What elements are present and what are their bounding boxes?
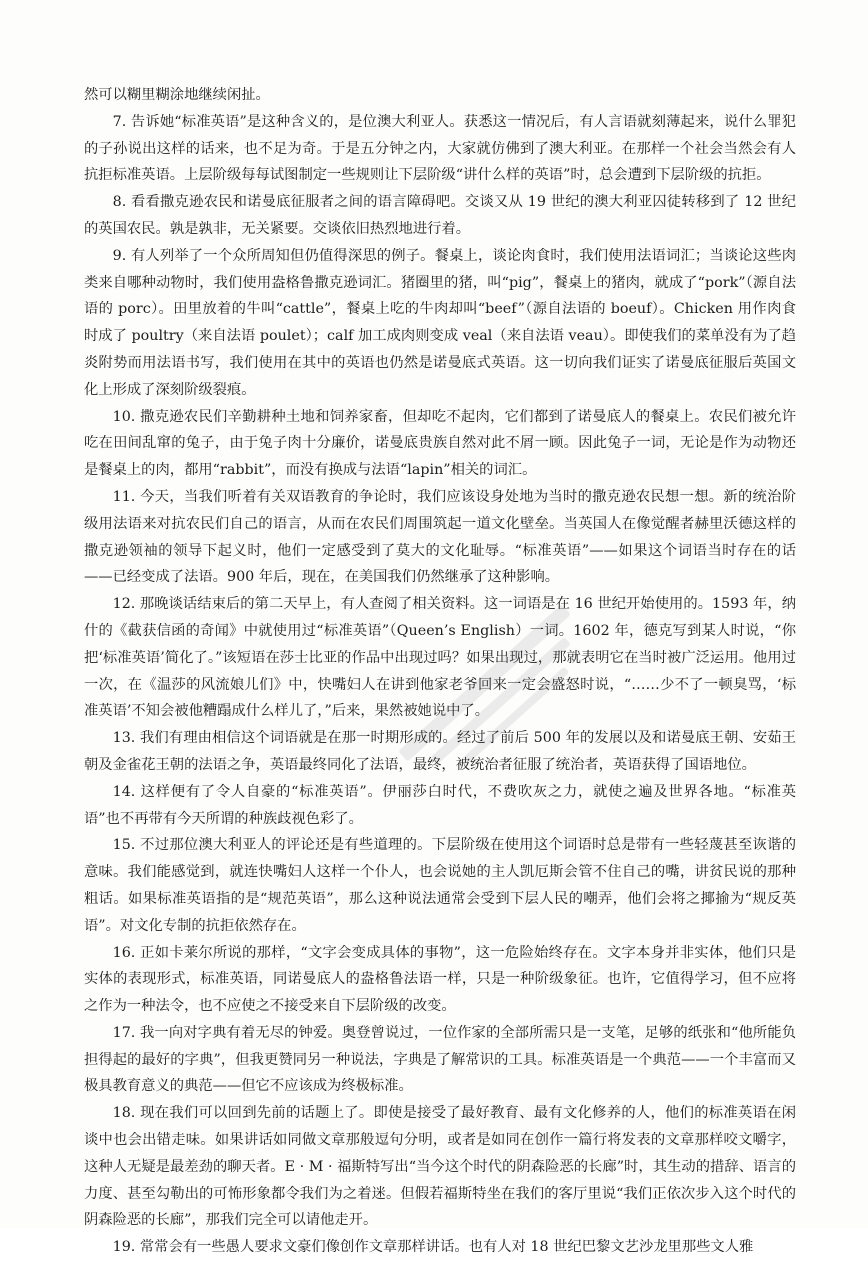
paragraph-17: 17. 我一向对字典有着无尽的钟爱。奥登曾说过，一位作家的全部所需只是一支笔，足够的纸张和“他所能负担得起的最好的字典”，但我更赞同另一种说法，字典是了解常识的工具。标准英语是一个典范——一个丰富而又极具教育意义的典范——但它不应该成为终极标准。 (84, 1024, 796, 1095)
paragraph-10: 10. 撒克逊农民们辛勤耕种土地和饲养家畜，但却吃不起肉，它们都到了诺曼底人的餐桌上。农民们被允许吃在田间乱窜的兔子，由于兔子肉十分廉价，诺曼底贵族自然对此不屑一顾。因此兔子一词，无论是作为动物还是餐桌上的肉，都用“rabbit”，而没有换成与法语“lapin”相关的词汇。 (84, 408, 796, 479)
paragraph-18: 18. 现在我们可以回到先前的话题上了。即使是接受了最好教育、最有文化修养的人，他们的标准英语在闲谈中也会出错走味。如果讲话如同做文章那般逗句分明，或者是如同在创作一篇行将发表的文章那样咬文嚼字，这种人无疑是最差劲的聊天者。E · M · 福斯特写出“当今这个时代的阴森险恶的长廊”时，其生动的措辞、语言的力度、甚至勾勒出的可怖形象都令我们为之着迷。但假若福斯特坐在我们的客厅里说“我们正依次步入这个时代的阴森险恶的长廊”，那我们完全可以请他走开。 (84, 1105, 796, 1229)
paragraph-16: 16. 正如卡莱尔所说的那样，“文字会变成具体的事物”，这一危险始终存在。文字本身并非实体，他们只是实体的表现形式，标准英语，同诺曼底人的盎格鲁法语一样，只是一种阶级象征。也许，它值得学习，但不应将之作为一种法令，也不应使之不接受来自下层阶级的改变。 (84, 944, 796, 1015)
paragraph-15: 15. 不过那位澳大利亚人的评论还是有些道理的。下层阶级在使用这个词语时总是带有一些轻蔑甚至诙谐的意味。我们能感觉到，就连快嘴妇人这样一个仆人，也会说她的主人凯厄斯会管不住自己的嘴，讲贫民说的那种粗话。如果标准英语指的是“规范英语”，那么这种说法通常会受到下层人民的嘲弄，他们会将之揶揄为“规反英语”。对文化专制的抗拒依然存在。 (84, 837, 796, 934)
paragraph-19: 19. 常常会有一些愚人要求文豪们像创作文章那样讲话。也有人对 18 世纪巴黎文艺沙龙里那些文人雅 (112, 1239, 754, 1256)
paragraph-12: 12. 那晚谈话结束后的第二天早上，有人查阅了相关资料。这一词语是在 16 世纪开始使用的。1593 年，纳什的《截获信函的奇闻》中就使用过“标准英语”（Queen’s English）一词。1602 年，德克写到某人时说，“你把‘标准英语’简化了。”该短语在莎士比亚的作品中出现过吗？如果出现过，那就表明它在当时被广泛运用。他用过一次，在《温莎的风流娘儿们》中，快嘴妇人在讲到他家老爷回来一定会盛怒时说，“……少不了一顿臭骂，‘标准英语’不知会被他糟蹋成什么样儿了，”后来，果然被她说中了。 (84, 596, 796, 720)
paragraph-13: 13. 我们有理由相信这个词语就是在那一时期形成的。经过了前后 500 年的发展以及和诺曼底王朝、安茹王朝及金雀花王朝的法语之争，英语最终同化了法语，最终，被统治者征服了统治者，英语获得了国语地位。 (84, 730, 796, 773)
paragraph-continuation: 然可以糊里糊涂地继续闲扯。 (84, 87, 270, 103)
paragraph-7: 7. 告诉她“标准英语”是这种含义的，是位澳大利亚人。获悉这一情况后，有人言语就刻薄起来，说什么罪犯的子孙说出这样的话来，也不足为奇。于是五分钟之内，大家就仿佛到了澳大利亚。在那样一个社会当然会有人抗拒标准英语。上层阶级每每试图制定一些规则让下层阶级“讲什么样的英语”时，总会遭到下层阶级的抗拒。 (84, 113, 796, 184)
paragraph-9: 9. 有人列举了一个众所周知但仍值得深思的例子。餐桌上，谈论肉食时，我们使用法语词汇；当谈论这些肉类来自哪种动物时，我们使用盎格鲁撒克逊词汇。猪圈里的猪，叫“pig”，餐桌上的猪肉，就成了“pork”（源自法语的 porc）。田里放着的牛叫“cattle”，餐桌上吃的牛肉却叫“beef”（源自法语的 boeuf）。Chicken 用作肉食时成了 poultry（来自法语 poulet）；calf 加工成肉则变成 veal（来自法语 veau）。即使我们的菜单没有为了趋炎附势而用法语书写，我们使用在其中的英语也仍然是诺曼底式英语。这一切向我们证实了诺曼底征服后英国文化上形成了深刻阶级裂痕。 (84, 247, 796, 398)
article-body (84, 82, 796, 1261)
paragraph-8: 8. 看看撒克逊农民和诺曼底征服者之间的语言障碍吧。交谈又从 19 世纪的澳大利亚囚徒转移到了 12 世纪的英国农民。孰是孰非，无关紧要。交谈依旧热烈地进行着。 (84, 194, 796, 237)
paragraph-14: 14. 这样便有了令人自豪的“标准英语”。伊丽莎白时代，不费吹灰之力，就使之遍及世界各地。“标准英语”也不再带有今天所谓的种族歧视色彩了。 (84, 783, 796, 827)
paragraph-11: 11. 今天，当我们听着有关双语教育的争论时，我们应该设身处地为当时的撒克逊农民想一想。新的统治阶级用法语来对抗农民们自己的语言，从而在农民们周围筑起一道文化壁垒。当英国人在像觉醒者赫里沃德这样的撒克逊领袖的领导下起义时，他们一定感受到了莫大的文化耻辱。“标准英语”——如果这个词语当时存在的话——已经变成了法语。900 年后，现在，在美国我们仍然继承了这种影响。 (84, 488, 796, 586)
